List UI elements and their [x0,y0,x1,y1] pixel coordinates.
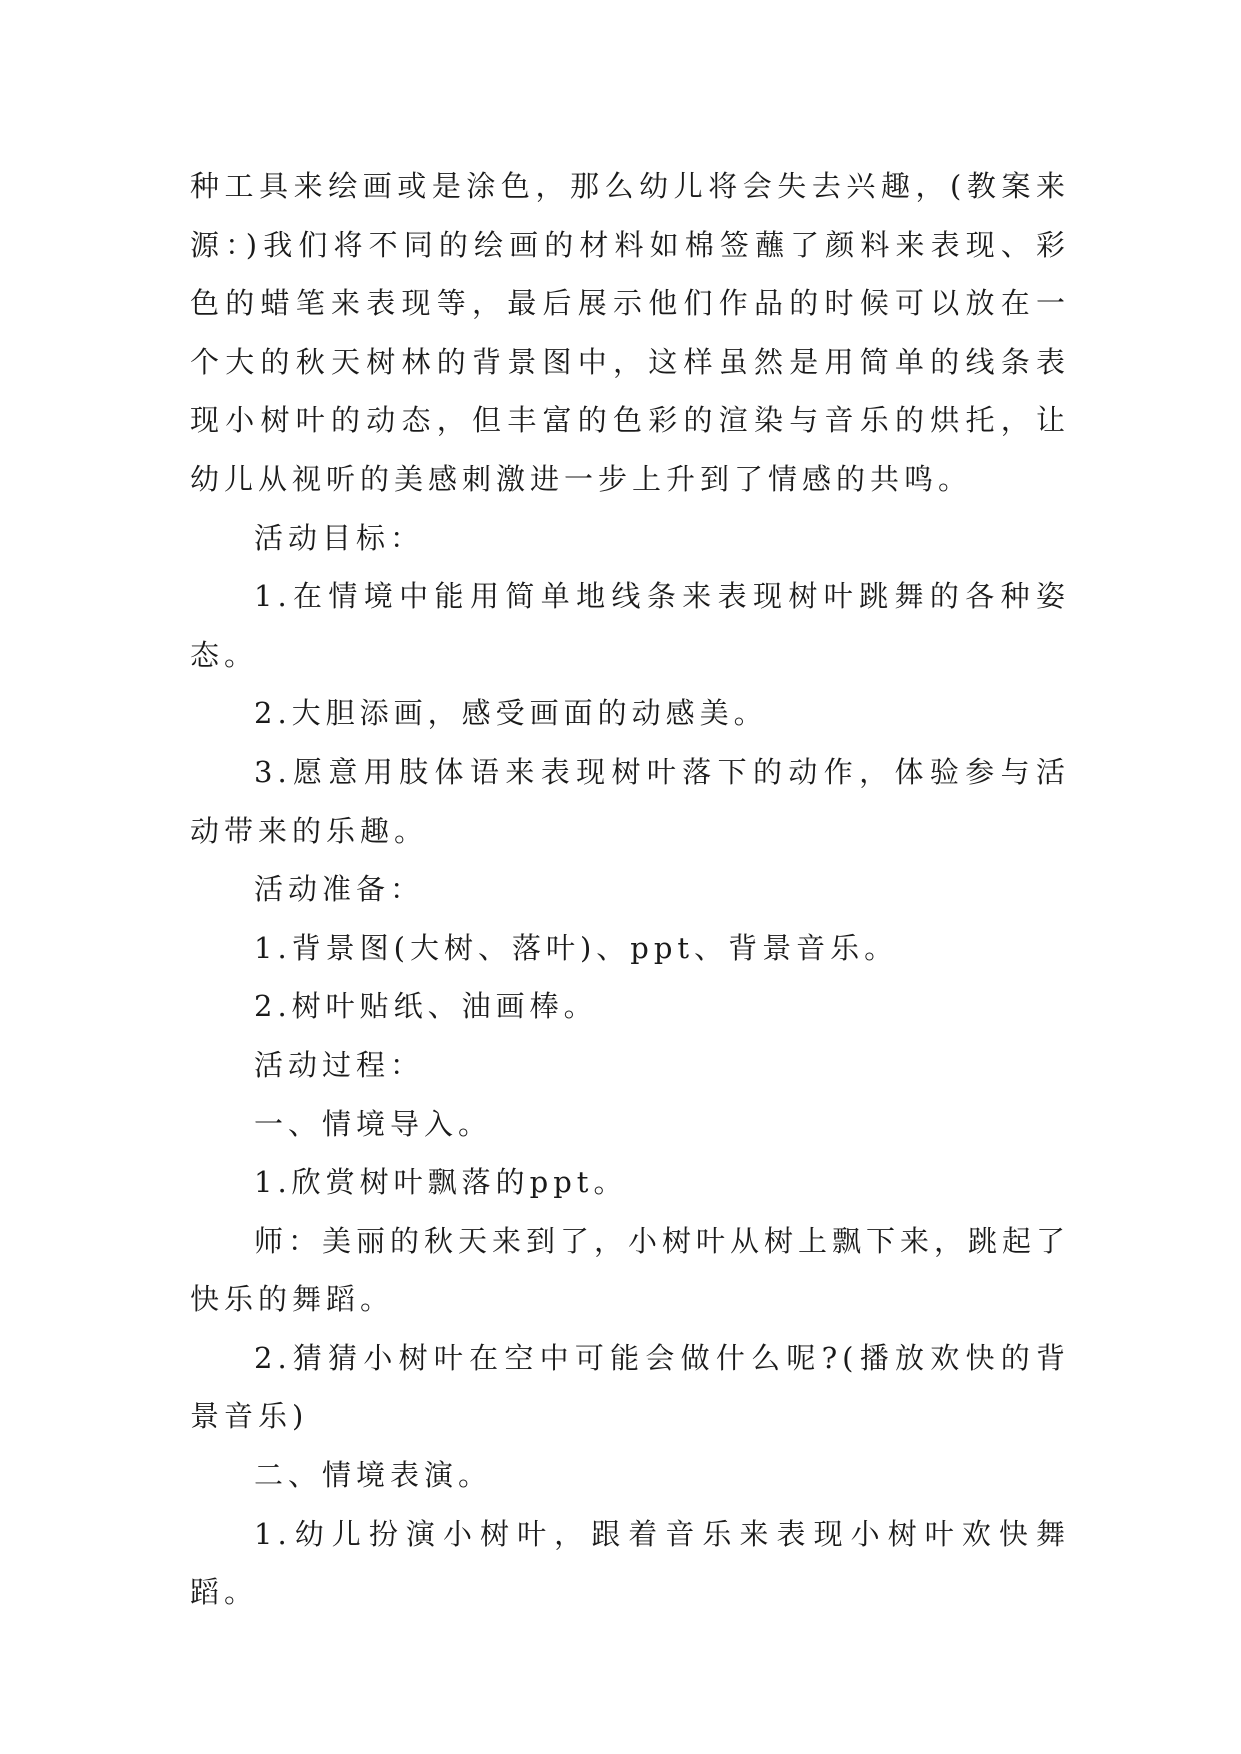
process-step: 1.欣赏树叶飘落的ppt。 [254,1165,628,1200]
prep-item-2: 2.树叶贴纸、油画棒。 [254,989,598,1024]
prep-item-1: 1.背景图(大树、落叶)、ppt、背景音乐。 [254,930,899,965]
heading-activity-prep: 活动准备： [254,872,425,907]
heading-activity-goals: 活动目标： [254,520,425,555]
teacher-line: 师：美丽的秋天来到了，小树叶从树上飘下来，跳起了快乐的舞蹈。 [190,1223,1071,1317]
process-step: 2.猜猜小树叶在空中可能会做什么呢?(播放欢快的背景音乐) [190,1340,1070,1434]
goal-item-2: 2.大胆添画，感受画面的动感美。 [254,696,768,731]
process-step: 1.幼儿扮演小树叶，跟着音乐来表现小树叶欢快舞蹈。 [190,1516,1070,1610]
paragraph: 种工具来绘画或是涂色，那么幼儿将会失去兴趣，(教案来源：)我们将不同的绘画的材料如棉签蘸了颜料来表现、彩色的蜡笔来表现等，最后展示他们作品的时候可以放在一个大的秋天树林的背景图中，这样虽然是用简单的线条表现小树叶的动态，但丰富的色彩的渲染与音乐的烘托，让幼儿从视听的美感刺激进一步上升到了情感的共鸣。 [190,169,1070,496]
goal-item-3: 3.愿意用肢体语来表现树叶落下的动作，体验参与活动带来的乐趣。 [190,754,1070,848]
document-body [190,157,1070,1622]
section-heading-2: 二、情境表演。 [254,1458,493,1493]
section-heading-1: 一、情境导入。 [254,1106,493,1141]
goal-item-1: 1.在情境中能用简单地线条来表现树叶跳舞的各种姿态。 [190,579,1070,672]
heading-activity-process: 活动过程： [254,1047,425,1082]
